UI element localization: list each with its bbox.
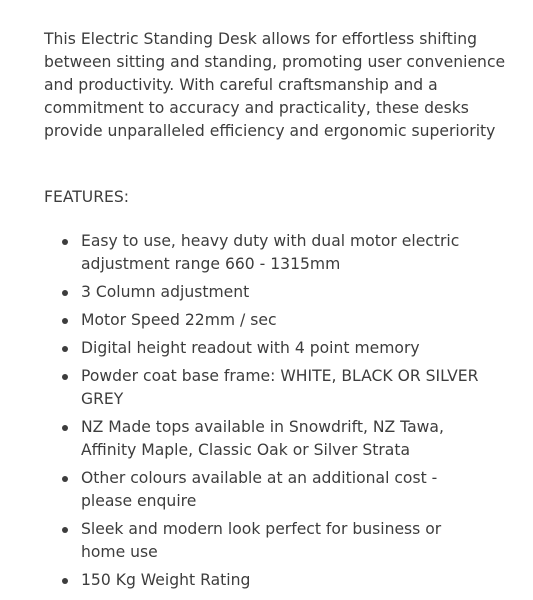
feature-text: NZ Made tops available in Snowdrift, NZ Tawa, Affinity Maple, Classic Oak or Silver Strata	[81, 418, 444, 459]
feature-text: Sleek and modern look perfect for business or home use	[81, 520, 442, 561]
bullet-icon	[62, 425, 68, 431]
bullet-icon	[62, 239, 68, 245]
bullet-icon	[62, 476, 68, 482]
feature-item	[0, 416, 533, 462]
bullet-icon	[62, 318, 68, 324]
bullet-icon	[62, 374, 68, 380]
feature-item	[0, 467, 533, 513]
features-heading: FEATURES:	[44, 188, 130, 206]
feature-item	[0, 281, 533, 304]
feature-item	[0, 337, 533, 360]
feature-text: 150 Kg Weight Rating	[81, 571, 251, 589]
bullet-icon	[62, 346, 68, 352]
feature-item	[0, 230, 533, 276]
features-list	[0, 230, 533, 597]
intro-paragraph: This Electric Standing Desk allows for effortless shifting between sitting and standing, promoting user convenience and productivity. With careful craftsmanship and a commitment to accuracy and practicality, these desks provide unparalleled efficiency and ergonomic superiority	[44, 30, 506, 140]
feature-text: Easy to use, heavy duty with dual motor electric adjustment range 660 - 1315mm	[81, 232, 460, 273]
feature-text: 3 Column adjustment	[81, 283, 250, 301]
feature-item	[0, 518, 533, 564]
bullet-icon	[62, 290, 68, 296]
bullet-icon	[62, 527, 68, 533]
feature-text: Powder coat base frame: WHITE, BLACK OR SILVER GREY	[81, 367, 479, 408]
feature-item	[0, 309, 533, 332]
feature-text: Motor Speed 22mm / sec	[81, 311, 277, 329]
feature-item	[0, 365, 533, 411]
feature-text: Digital height readout with 4 point memory	[81, 339, 420, 357]
bullet-icon	[62, 578, 68, 584]
feature-text: Other colours available at an additional cost - please enquire	[81, 469, 438, 510]
feature-item	[0, 569, 533, 592]
